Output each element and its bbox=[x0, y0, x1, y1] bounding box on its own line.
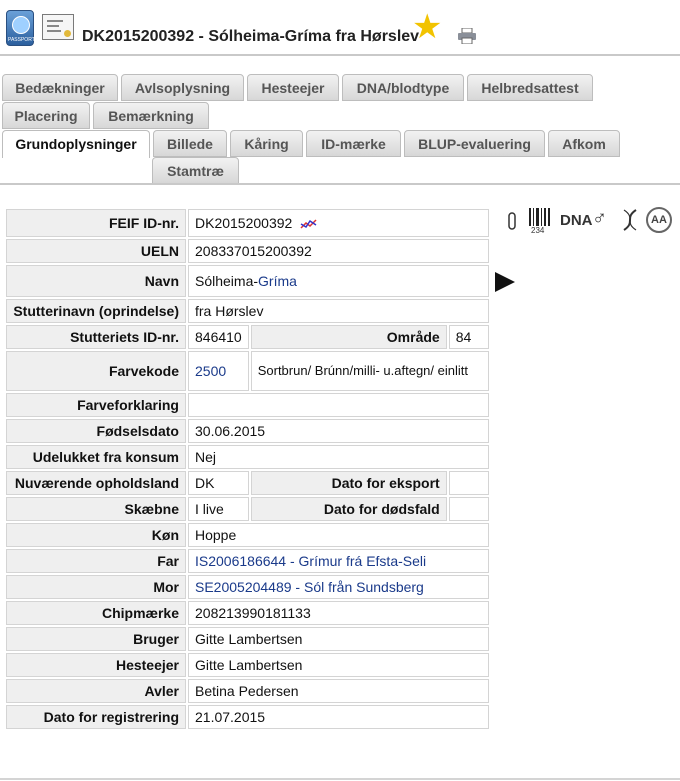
row-navn bbox=[6, 265, 489, 297]
registrering-label: Dato for registrering bbox=[6, 705, 186, 729]
row-farvekode bbox=[6, 351, 489, 391]
row-mor bbox=[6, 575, 489, 599]
graph-icon[interactable] bbox=[300, 218, 318, 230]
tab-dna-blodtype[interactable]: DNA/blodtype bbox=[342, 74, 464, 101]
app-icon-label: PASSPORT bbox=[8, 37, 35, 43]
ueln-label: UELN bbox=[6, 239, 186, 263]
omraade-label: Område bbox=[251, 325, 447, 349]
farvekode-value[interactable]: 2500 bbox=[188, 351, 249, 391]
eksport-label: Dato for eksport bbox=[251, 471, 447, 495]
row-bruger bbox=[6, 627, 489, 651]
row-chip bbox=[6, 601, 489, 625]
omraade-value: 84 bbox=[449, 325, 489, 349]
tab-bemaerkning[interactable]: Bemærkning bbox=[93, 102, 209, 129]
bruger-label: Bruger bbox=[6, 627, 186, 651]
row-ueln bbox=[6, 239, 489, 263]
dna-helix-icon[interactable] bbox=[620, 208, 640, 232]
row-skaebne bbox=[6, 497, 489, 521]
aa-badge-icon[interactable] bbox=[646, 207, 672, 233]
registrering-value: 21.07.2015 bbox=[188, 705, 489, 729]
ueln-value: 208337015200392 bbox=[188, 239, 489, 263]
page-title: DK2015200392 - Sólheima-Gríma fra Hørslev bbox=[82, 28, 420, 45]
foedselsdato-label: Fødselsdato bbox=[6, 419, 186, 443]
navn-label: Navn bbox=[6, 265, 186, 297]
footer-divider bbox=[0, 778, 680, 780]
barcode-number: 234 bbox=[531, 226, 545, 235]
eksport-value bbox=[449, 471, 489, 495]
avler-label: Avler bbox=[6, 679, 186, 703]
row-avler bbox=[6, 679, 489, 703]
stutterinavn-label: Stutterinavn (oprindelse) bbox=[6, 299, 186, 323]
mor-link[interactable]: SE2005204489 - Sól från Sundsberg bbox=[188, 575, 489, 599]
doedsfald-value bbox=[449, 497, 489, 521]
hesteejer-label: Hesteejer bbox=[6, 653, 186, 677]
avler-value: Betina Pedersen bbox=[188, 679, 489, 703]
tab-avlsoplysning[interactable]: Avlsoplysning bbox=[121, 74, 244, 101]
row-stutteri-id bbox=[6, 325, 489, 349]
navn-cell bbox=[188, 265, 489, 297]
tab-kaaring[interactable]: Kåring bbox=[230, 130, 303, 157]
row-farveforklaring bbox=[6, 393, 489, 417]
farveforklaring-value bbox=[188, 393, 489, 417]
tab-stamtrae[interactable]: Stamtræ bbox=[152, 157, 239, 184]
tab-bedaekninger[interactable]: Bedækninger bbox=[2, 74, 118, 101]
dna-icon[interactable]: DNA bbox=[560, 212, 593, 229]
skaebne-value: I live bbox=[188, 497, 249, 521]
far-link[interactable]: IS2006186644 - Grímur frá Efsta-Seli bbox=[188, 549, 489, 573]
farve-description: Sortbrun/ Brúnn/milli- u.aftegn/ einlitt bbox=[251, 351, 489, 391]
navn-value-link[interactable]: Gríma bbox=[258, 273, 297, 289]
tab-blup-evaluering[interactable]: BLUP-evaluering bbox=[404, 130, 545, 157]
row-hesteejer bbox=[6, 653, 489, 677]
chip-label: Chipmærke bbox=[6, 601, 186, 625]
mor-label: Mor bbox=[6, 575, 186, 599]
tab-billede[interactable]: Billede bbox=[153, 130, 227, 157]
play-arrow-icon[interactable] bbox=[495, 272, 515, 292]
aa-label: AA bbox=[651, 214, 667, 226]
row-koen bbox=[6, 523, 489, 547]
navn-value-prefix: Sólheima- bbox=[195, 273, 259, 289]
tabs-divider bbox=[0, 183, 680, 185]
koen-value: Hoppe bbox=[188, 523, 489, 547]
passport-app-icon[interactable] bbox=[6, 10, 34, 46]
bruger-value: Gitte Lambertsen bbox=[188, 627, 489, 651]
print-icon[interactable] bbox=[458, 28, 476, 44]
koen-label: Køn bbox=[6, 523, 186, 547]
favorite-star-icon[interactable]: ★ bbox=[412, 8, 443, 46]
stutteri-id-value: 846410 bbox=[188, 325, 249, 349]
feif-label: FEIF ID-nr. bbox=[6, 209, 186, 237]
certificate-icon[interactable] bbox=[42, 14, 74, 40]
feif-value: DK2015200392 bbox=[195, 215, 293, 231]
row-opholdsland bbox=[6, 471, 489, 495]
udelukket-label: Udelukket fra konsum bbox=[6, 445, 186, 469]
tab-hesteejer[interactable]: Hesteejer bbox=[247, 74, 339, 101]
male-icon[interactable]: ♂ bbox=[592, 207, 607, 229]
row-far bbox=[6, 549, 489, 573]
tab-grundoplysninger[interactable]: Grundoplysninger bbox=[2, 130, 150, 158]
header-bar bbox=[0, 0, 680, 56]
skaebne-label: Skæbne bbox=[6, 497, 186, 521]
tube-icon[interactable] bbox=[507, 212, 517, 230]
tab-id-maerke[interactable]: ID-mærke bbox=[306, 130, 401, 157]
stutteri-id-label: Stutteriets ID-nr. bbox=[6, 325, 186, 349]
tab-helbredsattest[interactable]: Helbredsattest bbox=[467, 74, 593, 101]
far-label: Far bbox=[6, 549, 186, 573]
foedselsdato-value: 30.06.2015 bbox=[188, 419, 489, 443]
feif-cell bbox=[188, 209, 489, 237]
row-foedselsdato bbox=[6, 419, 489, 443]
horse-info-table bbox=[4, 207, 491, 731]
hesteejer-value: Gitte Lambertsen bbox=[188, 653, 489, 677]
stutterinavn-value: fra Hørslev bbox=[188, 299, 489, 323]
tab-afkom[interactable]: Afkom bbox=[548, 130, 620, 157]
tab-placering[interactable]: Placering bbox=[2, 102, 90, 129]
opholdsland-value: DK bbox=[188, 471, 249, 495]
row-udelukket bbox=[6, 445, 489, 469]
row-stutterinavn bbox=[6, 299, 489, 323]
barcode-icon[interactable] bbox=[528, 208, 552, 226]
row-feif bbox=[6, 209, 489, 237]
farveforklaring-label: Farveforklaring bbox=[6, 393, 186, 417]
farvekode-label: Farvekode bbox=[6, 351, 186, 391]
opholdsland-label: Nuværende opholdsland bbox=[6, 471, 186, 495]
udelukket-value: Nej bbox=[188, 445, 489, 469]
doedsfald-label: Dato for dødsfald bbox=[251, 497, 447, 521]
globe-icon bbox=[12, 16, 30, 34]
row-registrering bbox=[6, 705, 489, 729]
chip-value: 208213990181133 bbox=[188, 601, 489, 625]
